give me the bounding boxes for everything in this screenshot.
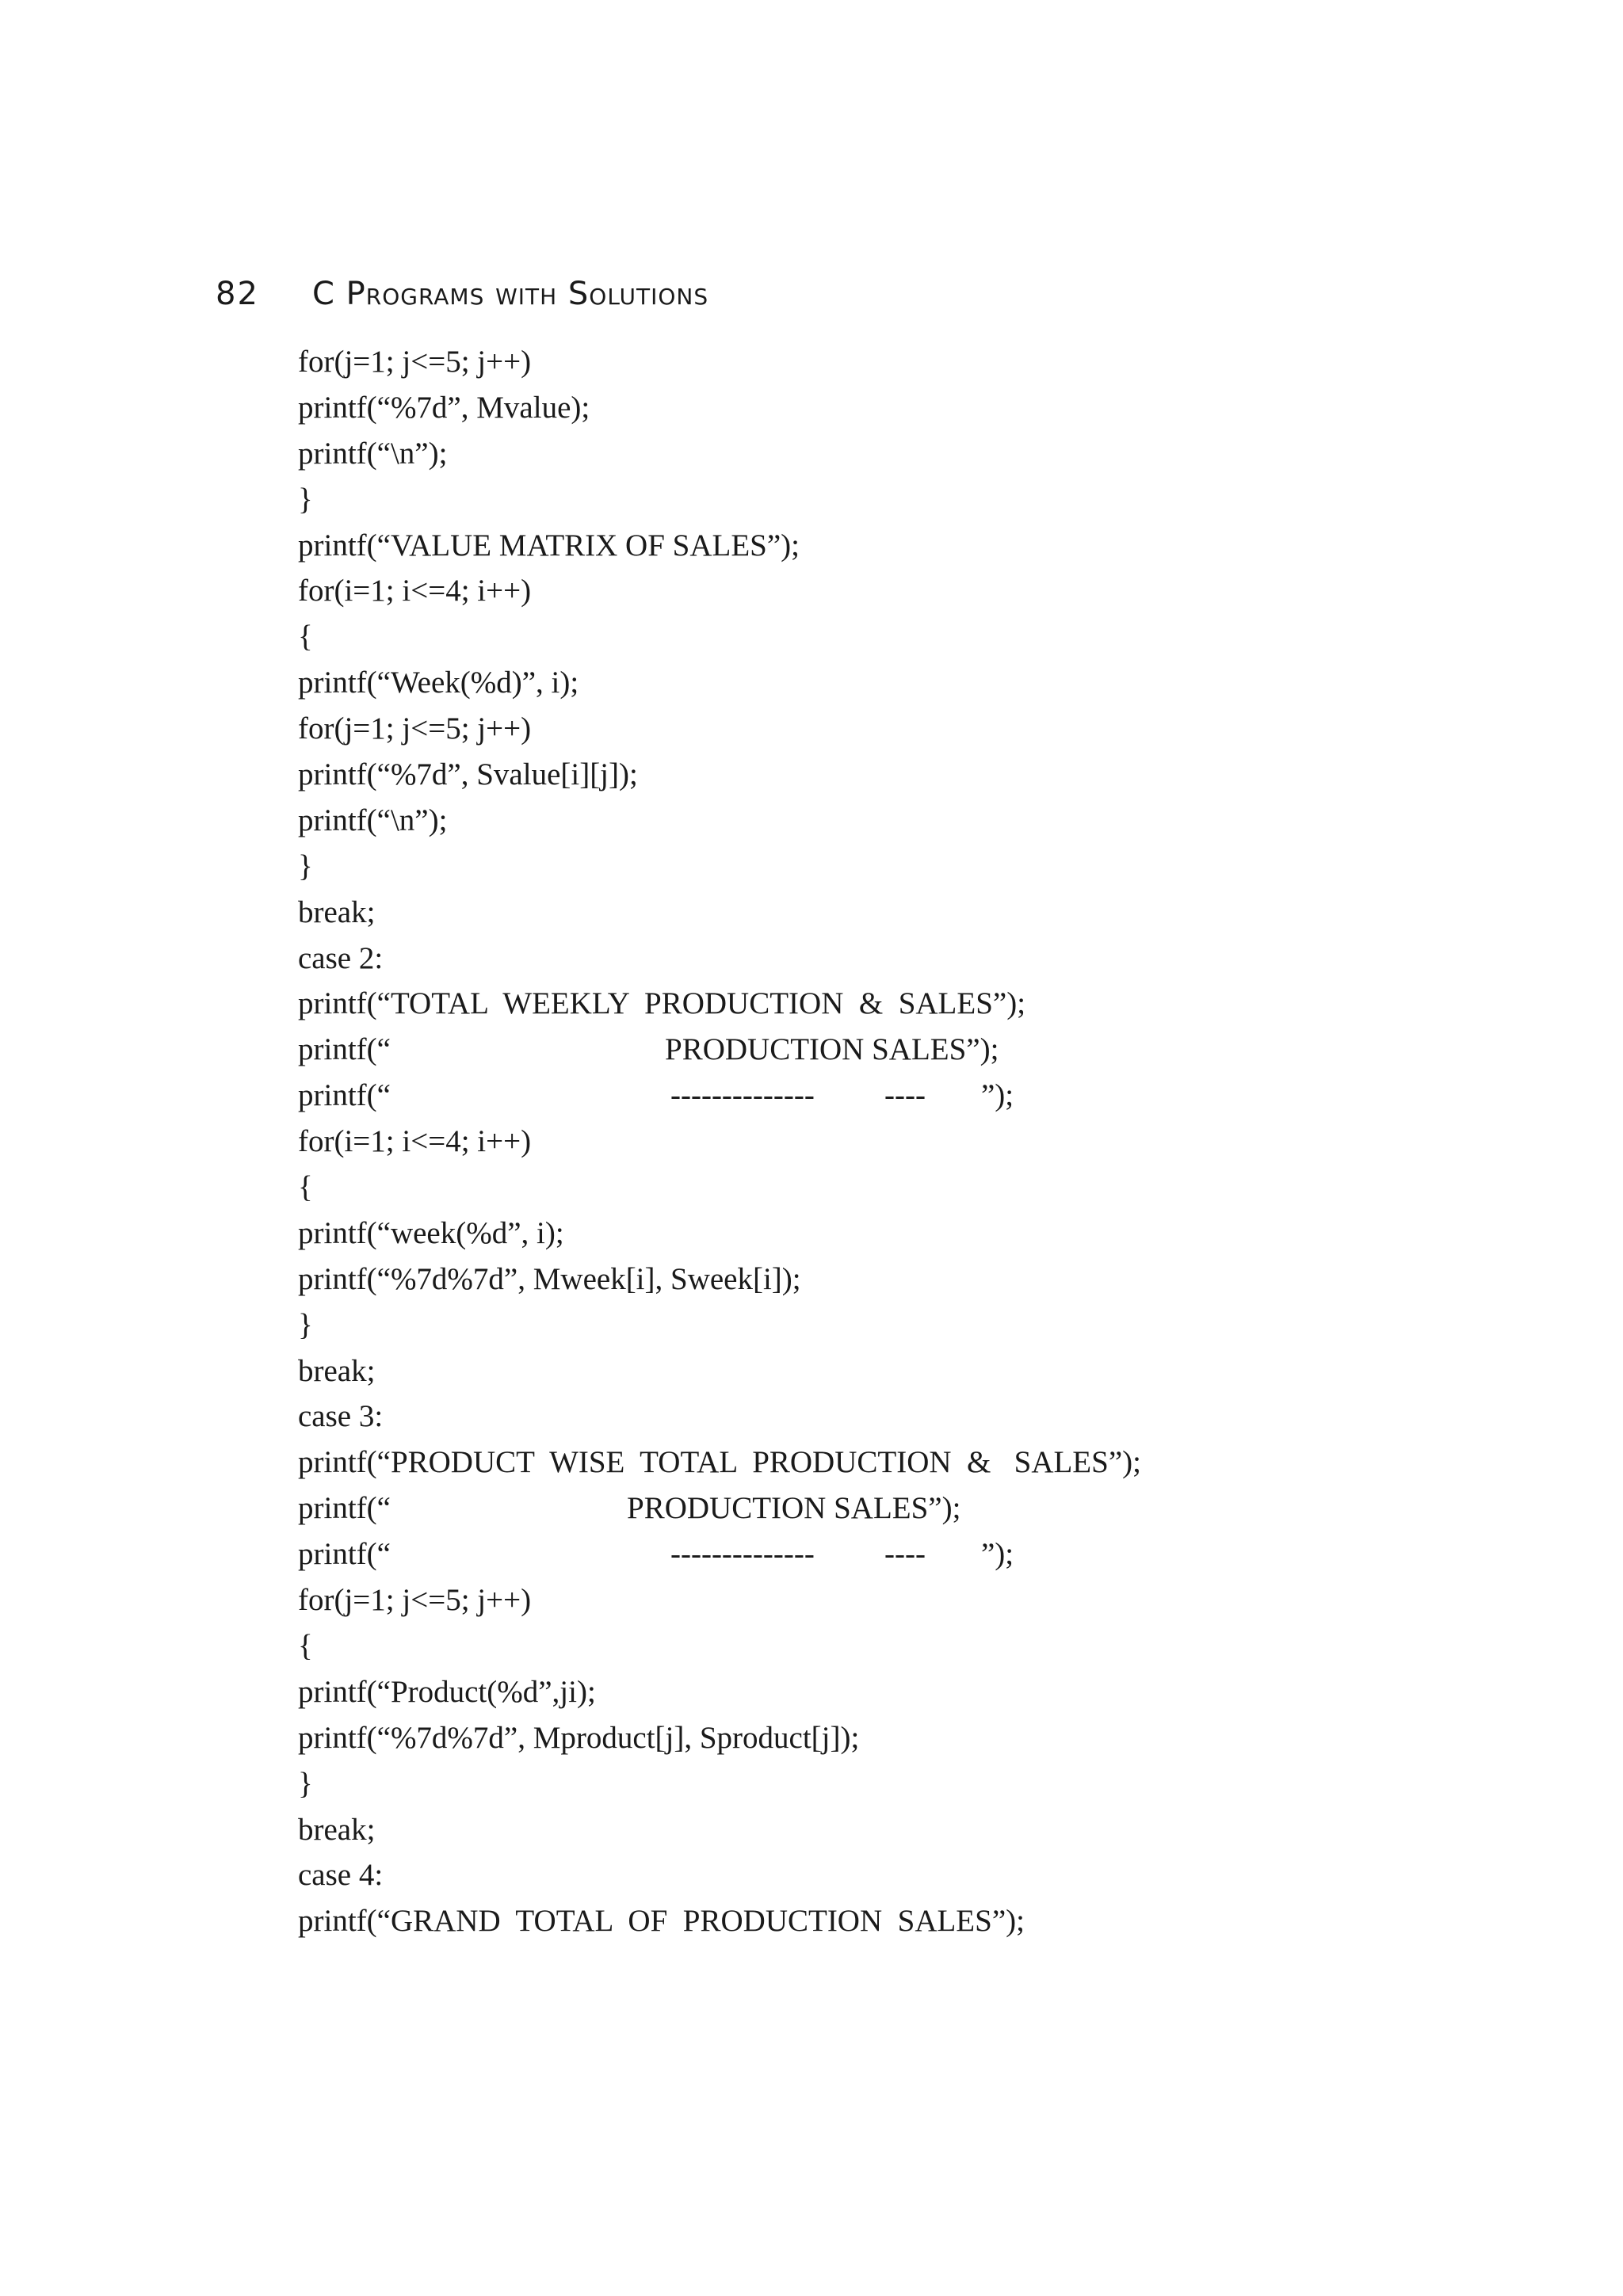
code-segment: printf(“week(%d”, i); [298,1215,564,1250]
code-segment: for(i=1; i<=4; i++) [298,574,532,608]
code-line [298,477,1487,523]
code-line [298,1073,1487,1119]
code-segment: } [298,482,313,517]
code-segment: printf(“VALUE MATRIX OF SALES”); [298,528,800,563]
code-segment: printf(“Week(%d)”, i); [298,666,579,700]
code-line [298,1486,1487,1531]
code-line [298,1394,1487,1440]
code-segment: printf(“Product(%d”,ji); [298,1674,596,1709]
code-segment: printf(“ [298,1537,391,1572]
code-line [298,1898,1487,1944]
page-number: 82 [216,276,259,312]
code-line [298,1027,1487,1073]
code-segment: { [298,620,313,654]
code-line [298,706,1487,752]
code-segment: for(j=1; j<=5; j++) [298,345,532,379]
code-segment: break; [298,1812,376,1847]
code-line [298,431,1487,477]
code-line [298,1531,1487,1577]
code-line [298,936,1487,982]
code-segment: } [298,1307,313,1342]
code-segment: { [298,1628,313,1663]
code-line [298,1348,1487,1394]
code-line [298,890,1487,936]
code-segment: case 3: [298,1399,384,1434]
code-line [298,1715,1487,1761]
code-line [298,660,1487,706]
code-segment: break; [298,1353,376,1388]
code-listing [298,339,1487,1944]
code-line [298,1302,1487,1348]
code-line [298,614,1487,660]
code-segment: } [298,849,313,883]
code-segment: printf(“ [298,1078,391,1113]
code-line [298,1669,1487,1715]
running-head [216,276,708,323]
code-segment: printf(“%7d%7d”, Mweek[i], Sweek[i]); [298,1261,801,1296]
code-segment: { [298,1170,313,1205]
code-segment: -------------- [670,1078,815,1113]
code-line [298,752,1487,798]
code-line [298,568,1487,614]
code-segment: printf(“\n”); [298,803,448,837]
code-segment: printf(“ [298,1032,391,1067]
code-line [298,1761,1487,1807]
code-segment: case 4: [298,1858,384,1893]
code-segment: ---- [884,1078,926,1113]
code-segment: printf(“\n”); [298,436,448,471]
code-segment: printf(“PRODUCT WISE TOTAL PRODUCTION & SALES”); [298,1445,1141,1480]
code-segment: } [298,1766,313,1801]
code-line [298,385,1487,431]
code-line [298,1211,1487,1257]
code-line [298,798,1487,844]
code-line [298,339,1487,385]
code-line [298,981,1487,1027]
code-segment: break; [298,894,376,929]
code-segment: for(j=1; j<=5; j++) [298,1583,532,1618]
code-segment: printf(“%7d”, Svalue[i][j]); [298,757,638,792]
code-segment: -------------- [670,1537,815,1572]
code-line [298,844,1487,890]
code-segment: case 2: [298,940,384,975]
code-segment: PRODUCTION SALES”); [665,1032,999,1067]
code-segment: ”); [981,1078,1014,1113]
code-segment: printf(“%7d%7d”, Mproduct[j], Sproduct[j]); [298,1720,860,1755]
code-segment: for(j=1; j<=5; j++) [298,711,532,746]
code-line [298,1119,1487,1165]
code-line [298,1807,1487,1853]
code-line [298,1852,1487,1898]
code-segment: printf(“%7d”, Mvalue); [298,390,590,425]
code-line [298,1577,1487,1623]
code-line [298,1165,1487,1211]
code-segment: ”); [981,1537,1014,1572]
code-line [298,523,1487,569]
code-line [298,1623,1487,1669]
code-segment: printf(“GRAND TOTAL OF PRODUCTION SALES”); [298,1904,1025,1939]
code-segment: printf(“TOTAL WEEKLY PRODUCTION & SALES”); [298,986,1026,1021]
book-title: C Programs with Solutions [312,276,709,312]
code-segment: PRODUCTION SALES”); [627,1491,961,1526]
code-segment: for(i=1; i<=4; i++) [298,1124,532,1159]
code-segment: ---- [884,1537,926,1572]
code-line [298,1440,1487,1486]
code-segment: printf(“ [298,1491,391,1526]
code-line [298,1257,1487,1302]
